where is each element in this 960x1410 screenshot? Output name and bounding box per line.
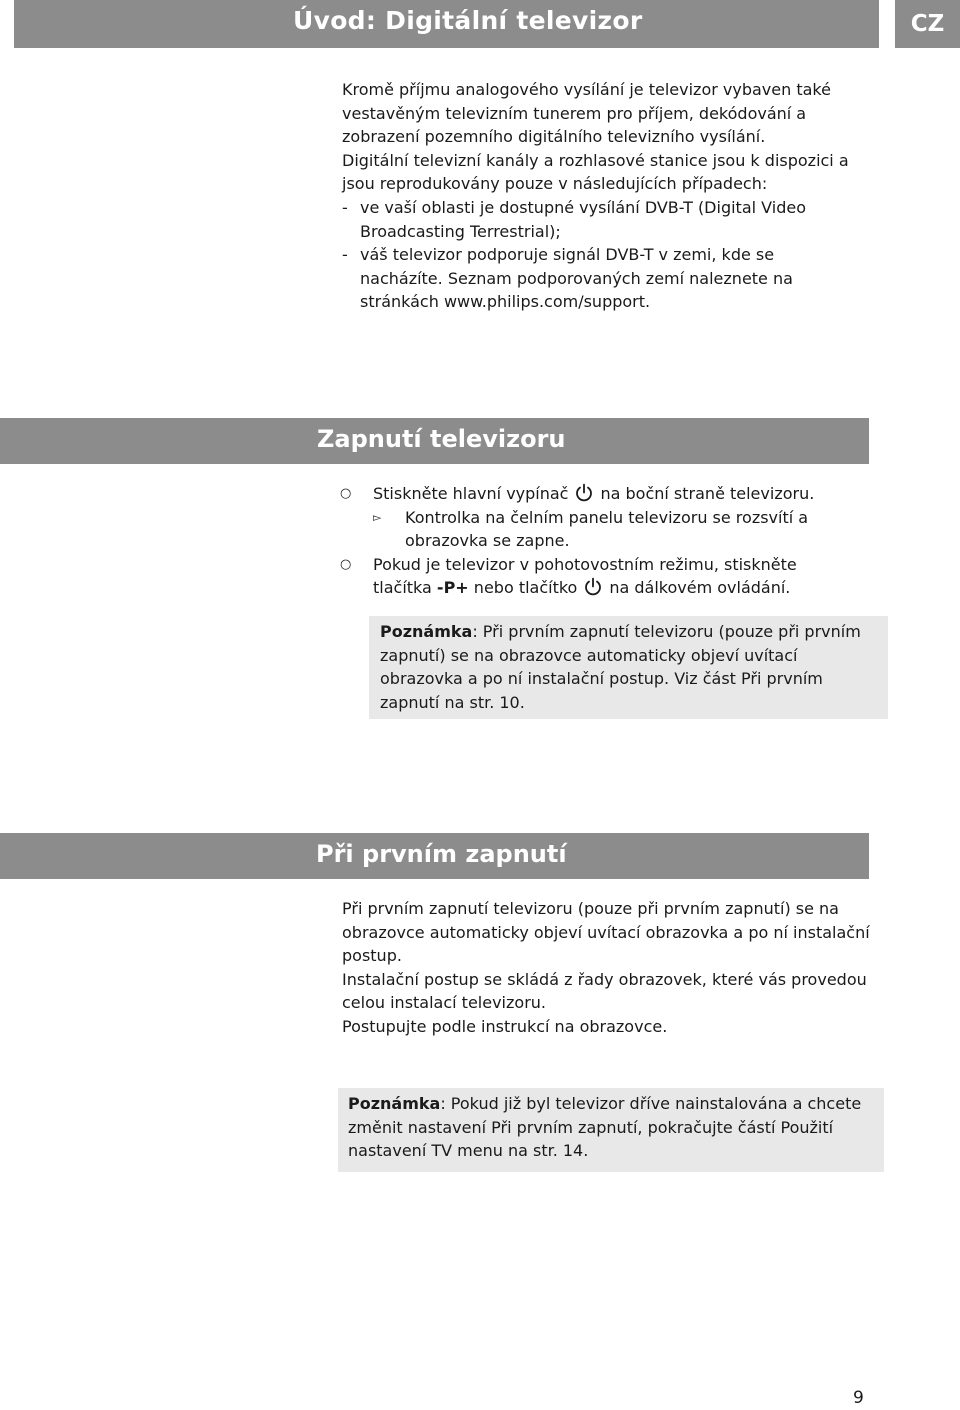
step-text: nebo tlačítko	[473, 578, 578, 598]
circle-bullet-icon: ○	[340, 556, 352, 572]
section-heading-bar	[0, 833, 869, 879]
step-text: na boční straně televizoru.	[600, 484, 815, 503]
intro-bullet-text: váš televizor podporuje signál DVB-T v zemi, kde se nacházíte. Seznam podporovaných zemí naleznete na stránkách www.philips.com/support.	[360, 245, 793, 312]
note-box	[369, 616, 888, 719]
dash-marker: -	[342, 197, 348, 217]
p-plus-button-label: -P+	[436, 578, 469, 598]
step-text: Pokud je televizor v pohotovostním režimu, stiskněte	[373, 554, 797, 574]
intro-bullet	[342, 196, 852, 243]
note-text: : Při prvním zapnutí televizoru (pouze při prvním zapnutí) se na obrazovce automaticky objeví uvítací obrazovka a po ní instalační postup. Viz část Při prvním zapnutí na str. 10.	[380, 622, 861, 712]
intro-bullet-text: ve vaší oblasti je dostupné vysílání DVB-T (Digital Video Broadcasting Terrestrial);	[360, 197, 806, 241]
list-item	[340, 553, 860, 600]
dash-marker: -	[342, 245, 348, 265]
power-icon	[574, 483, 594, 503]
circle-bullet-icon: ○	[340, 486, 352, 501]
paragraph: Postupujte podle instrukcí na obrazovce.	[342, 1016, 668, 1036]
triangle-bullet-icon: ▻	[373, 510, 382, 524]
section-heading-bar	[0, 418, 869, 464]
step-text: na dálkovém ovládání.	[609, 578, 791, 598]
page-title: Úvod: Digitální televizor	[293, 6, 643, 35]
section-heading: Při prvním zapnutí	[316, 840, 567, 868]
page-number: 9	[853, 1388, 864, 1408]
note-label: Poznámka	[380, 622, 473, 641]
note-box	[338, 1088, 884, 1172]
power-on-steps	[340, 482, 860, 600]
section-heading: Zapnutí televizoru	[317, 425, 566, 453]
language-tab	[895, 0, 960, 48]
step-text: Stiskněte hlavní vypínač	[373, 484, 569, 503]
paragraph: Při prvním zapnutí televizoru (pouze při prvním zapnutí) se na obrazovce automaticky objeví uvítací obrazovka a po ní instalační postup.	[342, 899, 870, 966]
intro-bullet	[342, 243, 852, 314]
page-title-bar	[14, 0, 879, 48]
first-start-text	[342, 897, 887, 1039]
intro-text	[342, 78, 852, 314]
language-code: CZ	[910, 11, 945, 37]
list-item	[340, 482, 860, 506]
paragraph: Instalační postup se skládá z řady obrazovek, které vás provedou celou instalací televizoru.	[342, 969, 867, 1013]
step-text: tlačítka	[373, 578, 432, 598]
subitem-text: Kontrolka na čelním panelu televizoru se rozsvítí a obrazovka se zapne.	[405, 507, 809, 551]
intro-paragraph-2: Digitální televizní kanály a rozhlasové stanice jsou k dispozici a jsou reprodukovány pouze v následujících případech:	[342, 150, 849, 194]
note-text: : Pokud již byl televizor dříve nainstalována a chcete změnit nastavení Při prvním zapnutí, pokračujte částí Použití nastavení TV menu na str. 14.	[348, 1094, 862, 1161]
note-label: Poznámka	[348, 1094, 441, 1113]
list-subitem	[340, 506, 860, 553]
power-icon	[583, 577, 603, 597]
intro-paragraph-1: Kromě příjmu analogového vysílání je televizor vybaven také vestavěným televizním tunerem pro příjem, dekódování a zobrazení pozemního digitálního televizního vysílání.	[342, 80, 831, 147]
